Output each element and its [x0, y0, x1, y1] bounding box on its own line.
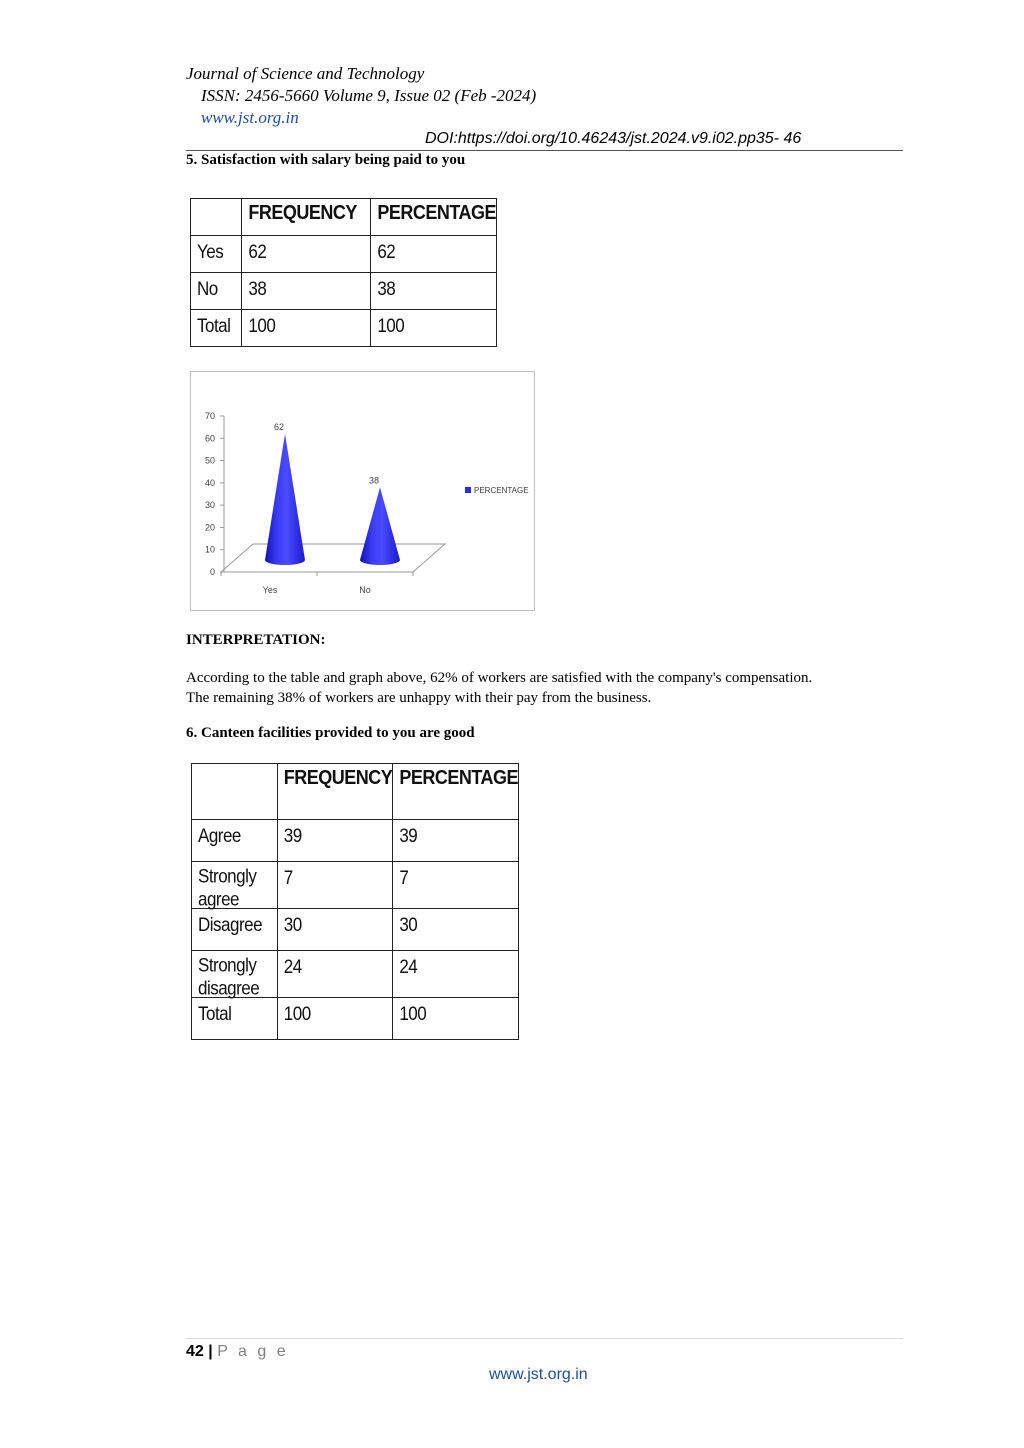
table-cell: 62: [371, 236, 497, 273]
y-tick-label: 10: [204, 544, 215, 555]
page-number-separator: |: [208, 1343, 213, 1360]
table-header-empty: [192, 764, 278, 820]
table-row: [192, 862, 519, 909]
table-row: [192, 998, 519, 1040]
legend-swatch: [465, 487, 471, 493]
salary-satisfaction-table: [190, 198, 497, 347]
y-tick-label: 70: [204, 411, 215, 421]
table-cell: Strongly agree: [192, 862, 278, 909]
table-cell: 30: [277, 909, 393, 951]
journal-issn: ISSN: 2456-5660 Volume 9, Issue 02 (Feb -2024): [201, 86, 537, 105]
table-cell: Agree: [192, 820, 278, 862]
table-row: [191, 236, 497, 273]
table-cell: 7: [393, 862, 519, 909]
interpretation-heading: INTERPRETATION:: [186, 632, 326, 648]
canteen-facilities-table: [191, 763, 519, 1040]
y-tick-label: 30: [204, 500, 215, 511]
table-cell: 24: [277, 951, 393, 998]
header-divider: [186, 150, 903, 151]
data-label: 38: [368, 475, 380, 486]
cone-bar: [360, 487, 400, 565]
table-cell: Total: [191, 310, 242, 347]
table-cell: 38: [242, 273, 371, 310]
interpretation-line-2: The remaining 38% of workers are unhappy with their pay from the business.: [186, 690, 652, 706]
table-cell: Yes: [191, 236, 242, 273]
table-cell: No: [191, 273, 242, 310]
table-header: PERCENTAGE: [371, 199, 497, 236]
section-6-title: 6. Canteen facilities provided to you are good: [186, 725, 475, 741]
cone-bar: [265, 434, 305, 565]
page-number-value: 42: [186, 1343, 204, 1360]
table-cell: 100: [277, 998, 393, 1040]
table-header-empty: [191, 199, 242, 236]
chart-floor: [221, 544, 445, 572]
table-cell: 39: [393, 820, 519, 862]
table-cell: Strongly disagree: [192, 951, 278, 998]
table-header: FREQUENCY: [277, 764, 393, 820]
chart-canvas: [191, 372, 534, 610]
y-tick-label: 0: [209, 567, 215, 577]
table-row: [192, 951, 519, 998]
table-cell: 100: [242, 310, 371, 347]
table-cell: 39: [277, 820, 393, 862]
journal-website-link[interactable]: www.jst.org.in: [201, 108, 299, 127]
table-cell: 24: [393, 951, 519, 998]
table-cell: 7: [277, 862, 393, 909]
table-cell: Total: [192, 998, 278, 1040]
legend-label: PERCENTAGE: [474, 486, 529, 495]
y-tick-label: 50: [204, 455, 215, 466]
footer-divider: [186, 1338, 903, 1339]
x-category-label: Yes: [262, 585, 278, 595]
doi-link[interactable]: DOI:https://doi.org/10.46243/jst.2024.v9.i02.pp35- 46: [425, 130, 802, 147]
table-cell: 62: [242, 236, 371, 273]
footer-website-link[interactable]: www.jst.org.in: [489, 1366, 588, 1383]
table-header: FREQUENCY: [242, 199, 371, 236]
table-cell: Disagree: [192, 909, 278, 951]
table-row: [192, 820, 519, 862]
section-5-title: 5. Satisfaction with salary being paid to you: [186, 152, 466, 168]
y-tick-label: 40: [204, 477, 215, 488]
y-tick-label: 60: [204, 433, 215, 444]
page-number: [186, 1343, 289, 1361]
data-label: 62: [273, 421, 285, 432]
interpretation-line-1: According to the table and graph above, 62% of workers are satisfied with the company's compensation.: [186, 670, 813, 686]
page-label: P a g e: [217, 1343, 289, 1360]
table-cell: 38: [371, 273, 497, 310]
table-cell: 30: [393, 909, 519, 951]
y-tick-label: 20: [204, 522, 215, 533]
table-row: [191, 273, 497, 310]
salary-satisfaction-chart: [190, 371, 535, 611]
x-category-label: No: [359, 585, 371, 595]
table-cell: 100: [371, 310, 497, 347]
table-header: PERCENTAGE: [393, 764, 519, 820]
journal-title: Journal of Science and Technology: [186, 64, 425, 83]
table-row: [192, 909, 519, 951]
table-row: [191, 310, 497, 347]
table-cell: 100: [393, 998, 519, 1040]
